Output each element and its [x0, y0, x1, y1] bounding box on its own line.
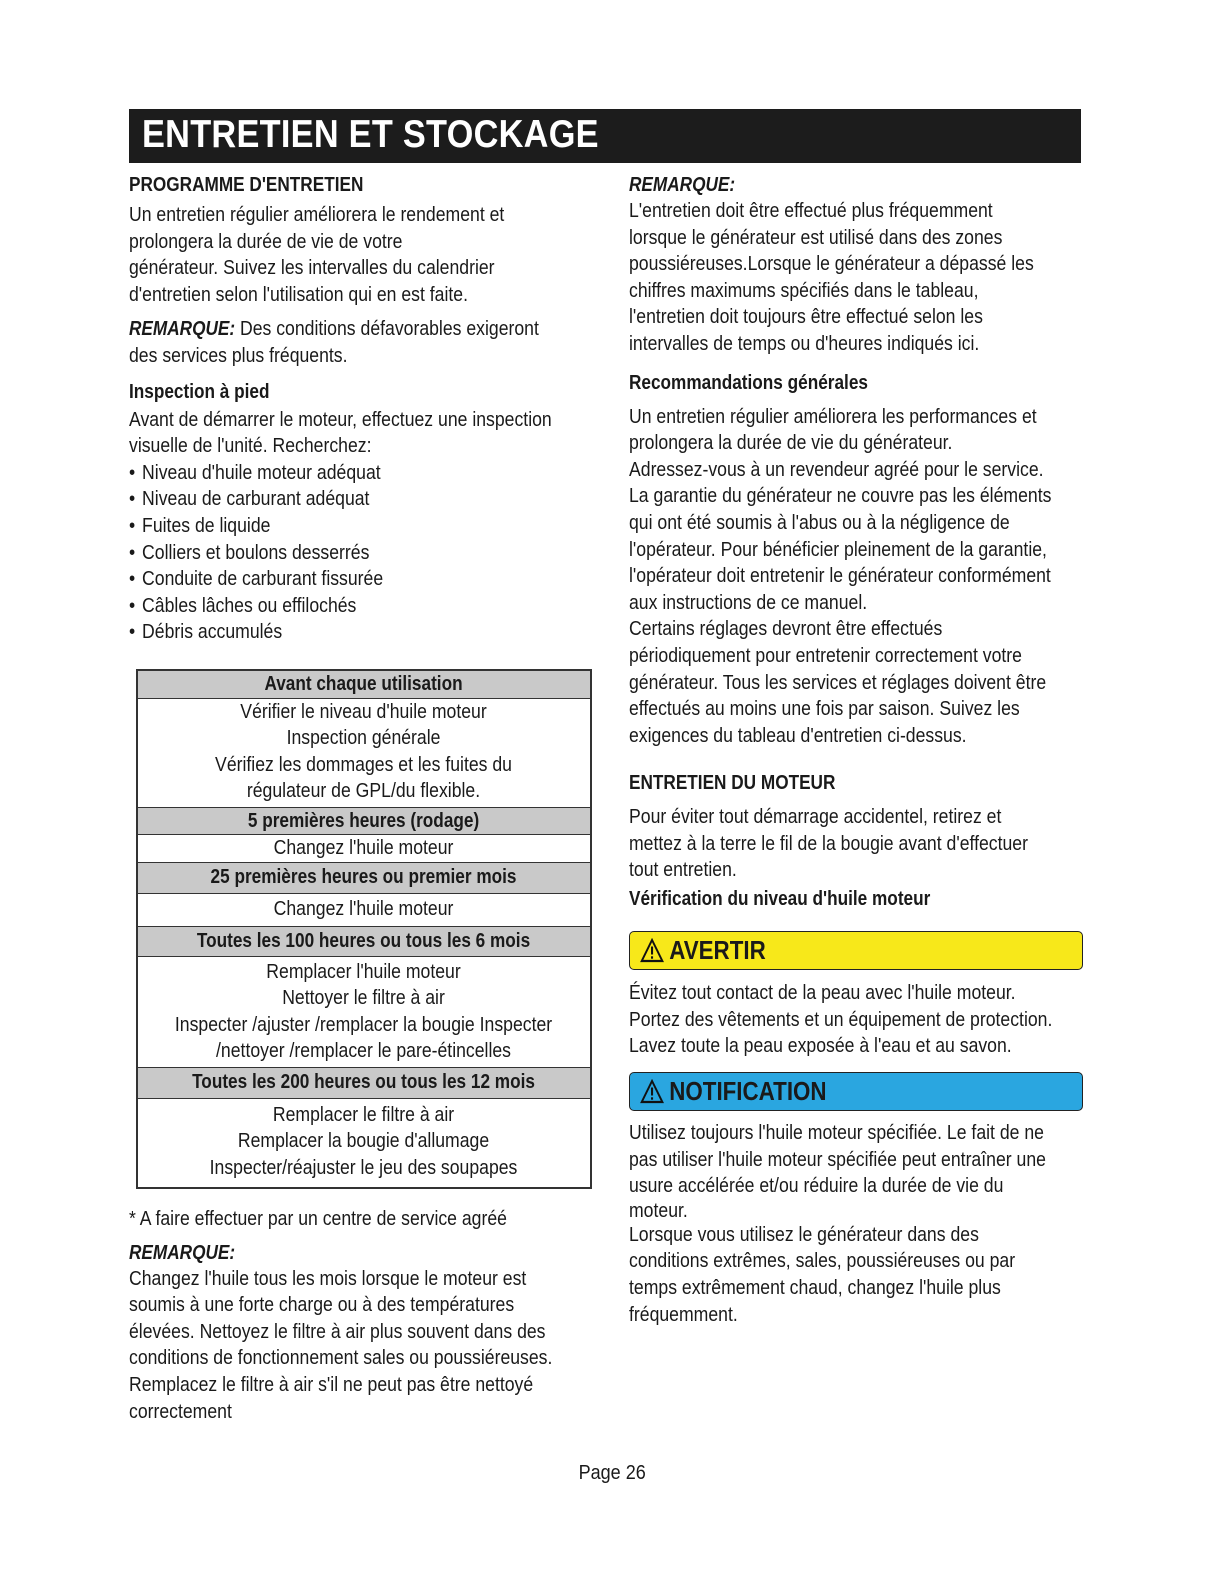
text-line: d'entretien selon l'utilisation qui en est faite. [129, 282, 468, 306]
engine-paragraph [629, 804, 1089, 884]
text-line: tout entretien. [629, 858, 737, 882]
text-line: La garantie du générateur ne couvre pas les éléments [629, 484, 1052, 508]
table-cell [137, 835, 591, 863]
table-cell [137, 893, 591, 926]
remark-paragraph [129, 1266, 597, 1426]
text-line: moteur. [629, 1198, 688, 1222]
reco-paragraph [629, 404, 1089, 750]
footnote: * A faire effectuer par un centre de service agréé [129, 1207, 507, 1230]
warning-banner [629, 931, 1083, 970]
text-line: soumis à une forte charge ou à des températures [129, 1293, 515, 1317]
table-cell [137, 956, 591, 1067]
text-line: Des conditions défavorables exigeront [235, 317, 539, 341]
text-line: élevées. Nettoyez le filtre à air plus souvent dans des [129, 1319, 546, 1343]
remark-label: REMARQUE: [129, 318, 236, 341]
text-line: intervalles de temps ou d'heures indiqués ici. [629, 331, 980, 355]
cell-text: Changez l'huile moteur [274, 836, 454, 859]
text-line: Lavez toute la peau exposée à l'eau et au savon. [629, 1034, 1012, 1058]
remark-paragraph [129, 316, 597, 369]
remark-label: REMARQUE: [629, 174, 736, 196]
table-header-text: Avant chaque utilisation [264, 673, 464, 695]
text-line: Inspecter/réajuster le jeu des soupapes [210, 1155, 518, 1179]
heading-entretien-moteur: ENTRETIEN DU MOTEUR [629, 772, 836, 795]
text-line: L'entretien doit être effectué plus fréquemment [629, 199, 993, 222]
text-line: conditions extrêmes, sales, poussiéreuses ou par [629, 1249, 1016, 1273]
inspection-paragraph [129, 407, 597, 460]
table-header-row [137, 1067, 591, 1098]
text-line: lorsque le générateur est utilisé dans des zones [629, 225, 1003, 249]
list-item: • Débris accumulés [129, 619, 597, 646]
text-line: l'opérateur. Pour bénéficier pleinement de la garantie, [629, 537, 1047, 561]
text-line: Vérifiez les dommages et les fuites du [215, 752, 513, 776]
table-header-text: 5 premières heures (rodage) [248, 809, 480, 832]
text-line: poussiéreuses.Lorsque le générateur a dépassé les [629, 252, 1034, 276]
text-line: Inspection générale [287, 726, 441, 749]
list-item: • Niveau d'huile moteur adéquat [129, 460, 597, 487]
table-cell [137, 1098, 591, 1188]
text-line: visuelle de l'unité. Recherchez: [129, 434, 372, 458]
list-item: • Câbles lâches ou effilochés [129, 593, 597, 620]
text-line: Un entretien régulier améliorera le rendement et [129, 203, 505, 226]
page-number-text: Page 26 [578, 1461, 646, 1484]
text-line: des services plus fréquents. [129, 343, 348, 367]
heading-recommandations: Recommandations générales [629, 371, 868, 394]
text-line: prolongera la durée de vie du générateur. [629, 431, 953, 455]
notification-label: NOTIFICATION [669, 1076, 827, 1106]
remark-paragraph [629, 198, 1089, 358]
intro-paragraph [129, 202, 597, 308]
table-header-text: 25 premières heures ou premier mois [211, 866, 517, 889]
text-line: conditions de fonctionnement sales ou poussiéreuses. [129, 1346, 553, 1370]
warning-triangle-icon [640, 938, 664, 963]
cell-text [143, 699, 586, 805]
cell-text: Changez l'huile moteur [274, 897, 454, 921]
remark-label: REMARQUE: [129, 1241, 236, 1264]
text-line: Nettoyer le filtre à air [282, 986, 446, 1009]
text-line: l'entretien doit toujours être effectué selon les [629, 305, 983, 329]
text-line: exigences du tableau d'entretien ci-dessus. [629, 723, 967, 747]
notification-banner [629, 1072, 1083, 1111]
text-line: Portez des vêtements et un équipement de protection. [629, 1007, 1053, 1031]
text-line: pas utiliser l'huile moteur spécifiée peut entraîner une [629, 1147, 1046, 1171]
text-line: périodiquement pour entretenir correctement votre [629, 643, 1022, 667]
text-line: Inspecter /ajuster /remplacer la bougie Inspecter [175, 1012, 553, 1036]
text-line: Pour éviter tout démarrage accidentel, retirez et [629, 805, 1002, 829]
list-item: • Conduite de carburant fissurée [129, 566, 597, 593]
heading-oil-check: Vérification du niveau d'huile moteur [629, 888, 931, 911]
page-title: ENTRETIEN ET STOCKAGE [142, 113, 599, 156]
text-line: aux instructions de ce manuel. [629, 590, 868, 614]
text-line: Avant de démarrer le moteur, effectuez une inspection [129, 407, 552, 431]
text-line: Changez l'huile tous les mois lorsque le moteur est [129, 1266, 527, 1290]
text-line: Remplacer l'huile moteur [266, 959, 462, 983]
table-header-row [137, 862, 591, 893]
text-line: Remplacez le filtre à air s'il ne peut pas être nettoyé [129, 1372, 534, 1396]
warning-label: AVERTIR [669, 935, 766, 965]
text-line: correctement [129, 1399, 232, 1423]
text-line: générateur. Tous les services et réglages doivent être [629, 670, 1047, 694]
text-line: usure accélérée et/ou réduire la durée de vie du [629, 1174, 1004, 1198]
text-line: Remplacer la bougie d'allumage [238, 1129, 490, 1152]
text-line: Vérifier le niveau d'huile moteur [240, 699, 488, 723]
right-column [629, 172, 1089, 912]
table-header-text: Toutes les 100 heures ou tous les 6 mois [197, 929, 531, 952]
text-line: Remplacer le filtre à air [273, 1102, 455, 1126]
text-line: Lorsque vous utilisez le générateur dans des [629, 1222, 979, 1246]
text-line: /nettoyer /remplacer le pare-étincelles [216, 1039, 512, 1062]
table-header-row [137, 670, 591, 698]
cell-text [143, 1102, 586, 1182]
table-header-text: Toutes les 200 heures ou tous les 12 mois [192, 1071, 536, 1094]
text-line: fréquemment. [629, 1302, 738, 1326]
text-line: Un entretien régulier améliorera les performances et [629, 404, 1037, 428]
text-line: chiffres maximums spécifiés dans le tableau, [629, 278, 979, 302]
text-line: Adressez-vous à un revendeur agréé pour le service. [629, 457, 1044, 481]
text-line: régulateur de GPL/du flexible. [247, 779, 481, 802]
page-number [0, 1461, 1224, 1485]
text-line: temps extrêmement chaud, changez l'huile plus [629, 1275, 1001, 1299]
section-title-bar [129, 109, 1081, 163]
table-cell [137, 698, 591, 807]
text-line: Évitez tout contact de la peau avec l'huile moteur. [629, 981, 1016, 1004]
heading-programme: PROGRAMME D'ENTRETIEN [129, 174, 364, 196]
left-column [129, 172, 597, 646]
warning-text-block [629, 980, 1089, 1060]
list-item: • Fuites de liquide [129, 513, 597, 540]
text-line: générateur. Suivez les intervalles du calendrier [129, 256, 495, 280]
notification-text-block [629, 1120, 1089, 1328]
maintenance-schedule-table [136, 669, 592, 1189]
table-header-row [137, 926, 591, 956]
heading-inspection: Inspection à pied [129, 380, 270, 403]
text-line: l'opérateur doit entretenir le générateur conformément [629, 564, 1051, 588]
text-line: qui ont été soumis à l'abus ou à la négligence de [629, 510, 1010, 534]
list-item: • Colliers et boulons desserrés [129, 540, 597, 567]
table-header-row [137, 807, 591, 835]
list-item: • Niveau de carburant adéquat [129, 486, 597, 513]
cell-text [143, 959, 586, 1065]
text-line: mettez à la terre le fil de la bougie avant d'effectuer [629, 831, 1028, 855]
left-column-bottom [129, 1206, 597, 1425]
text-line: Certains réglages devront être effectués [629, 617, 943, 641]
text-line: Utilisez toujours l'huile moteur spécifiée. Le fait de ne [629, 1121, 1044, 1144]
inspection-checklist [129, 460, 597, 646]
text-line: prolongera la durée de vie de votre [129, 229, 403, 253]
warning-triangle-icon [640, 1079, 664, 1104]
text-line: effectués au moins une fois par saison. Suivez les [629, 697, 1020, 721]
